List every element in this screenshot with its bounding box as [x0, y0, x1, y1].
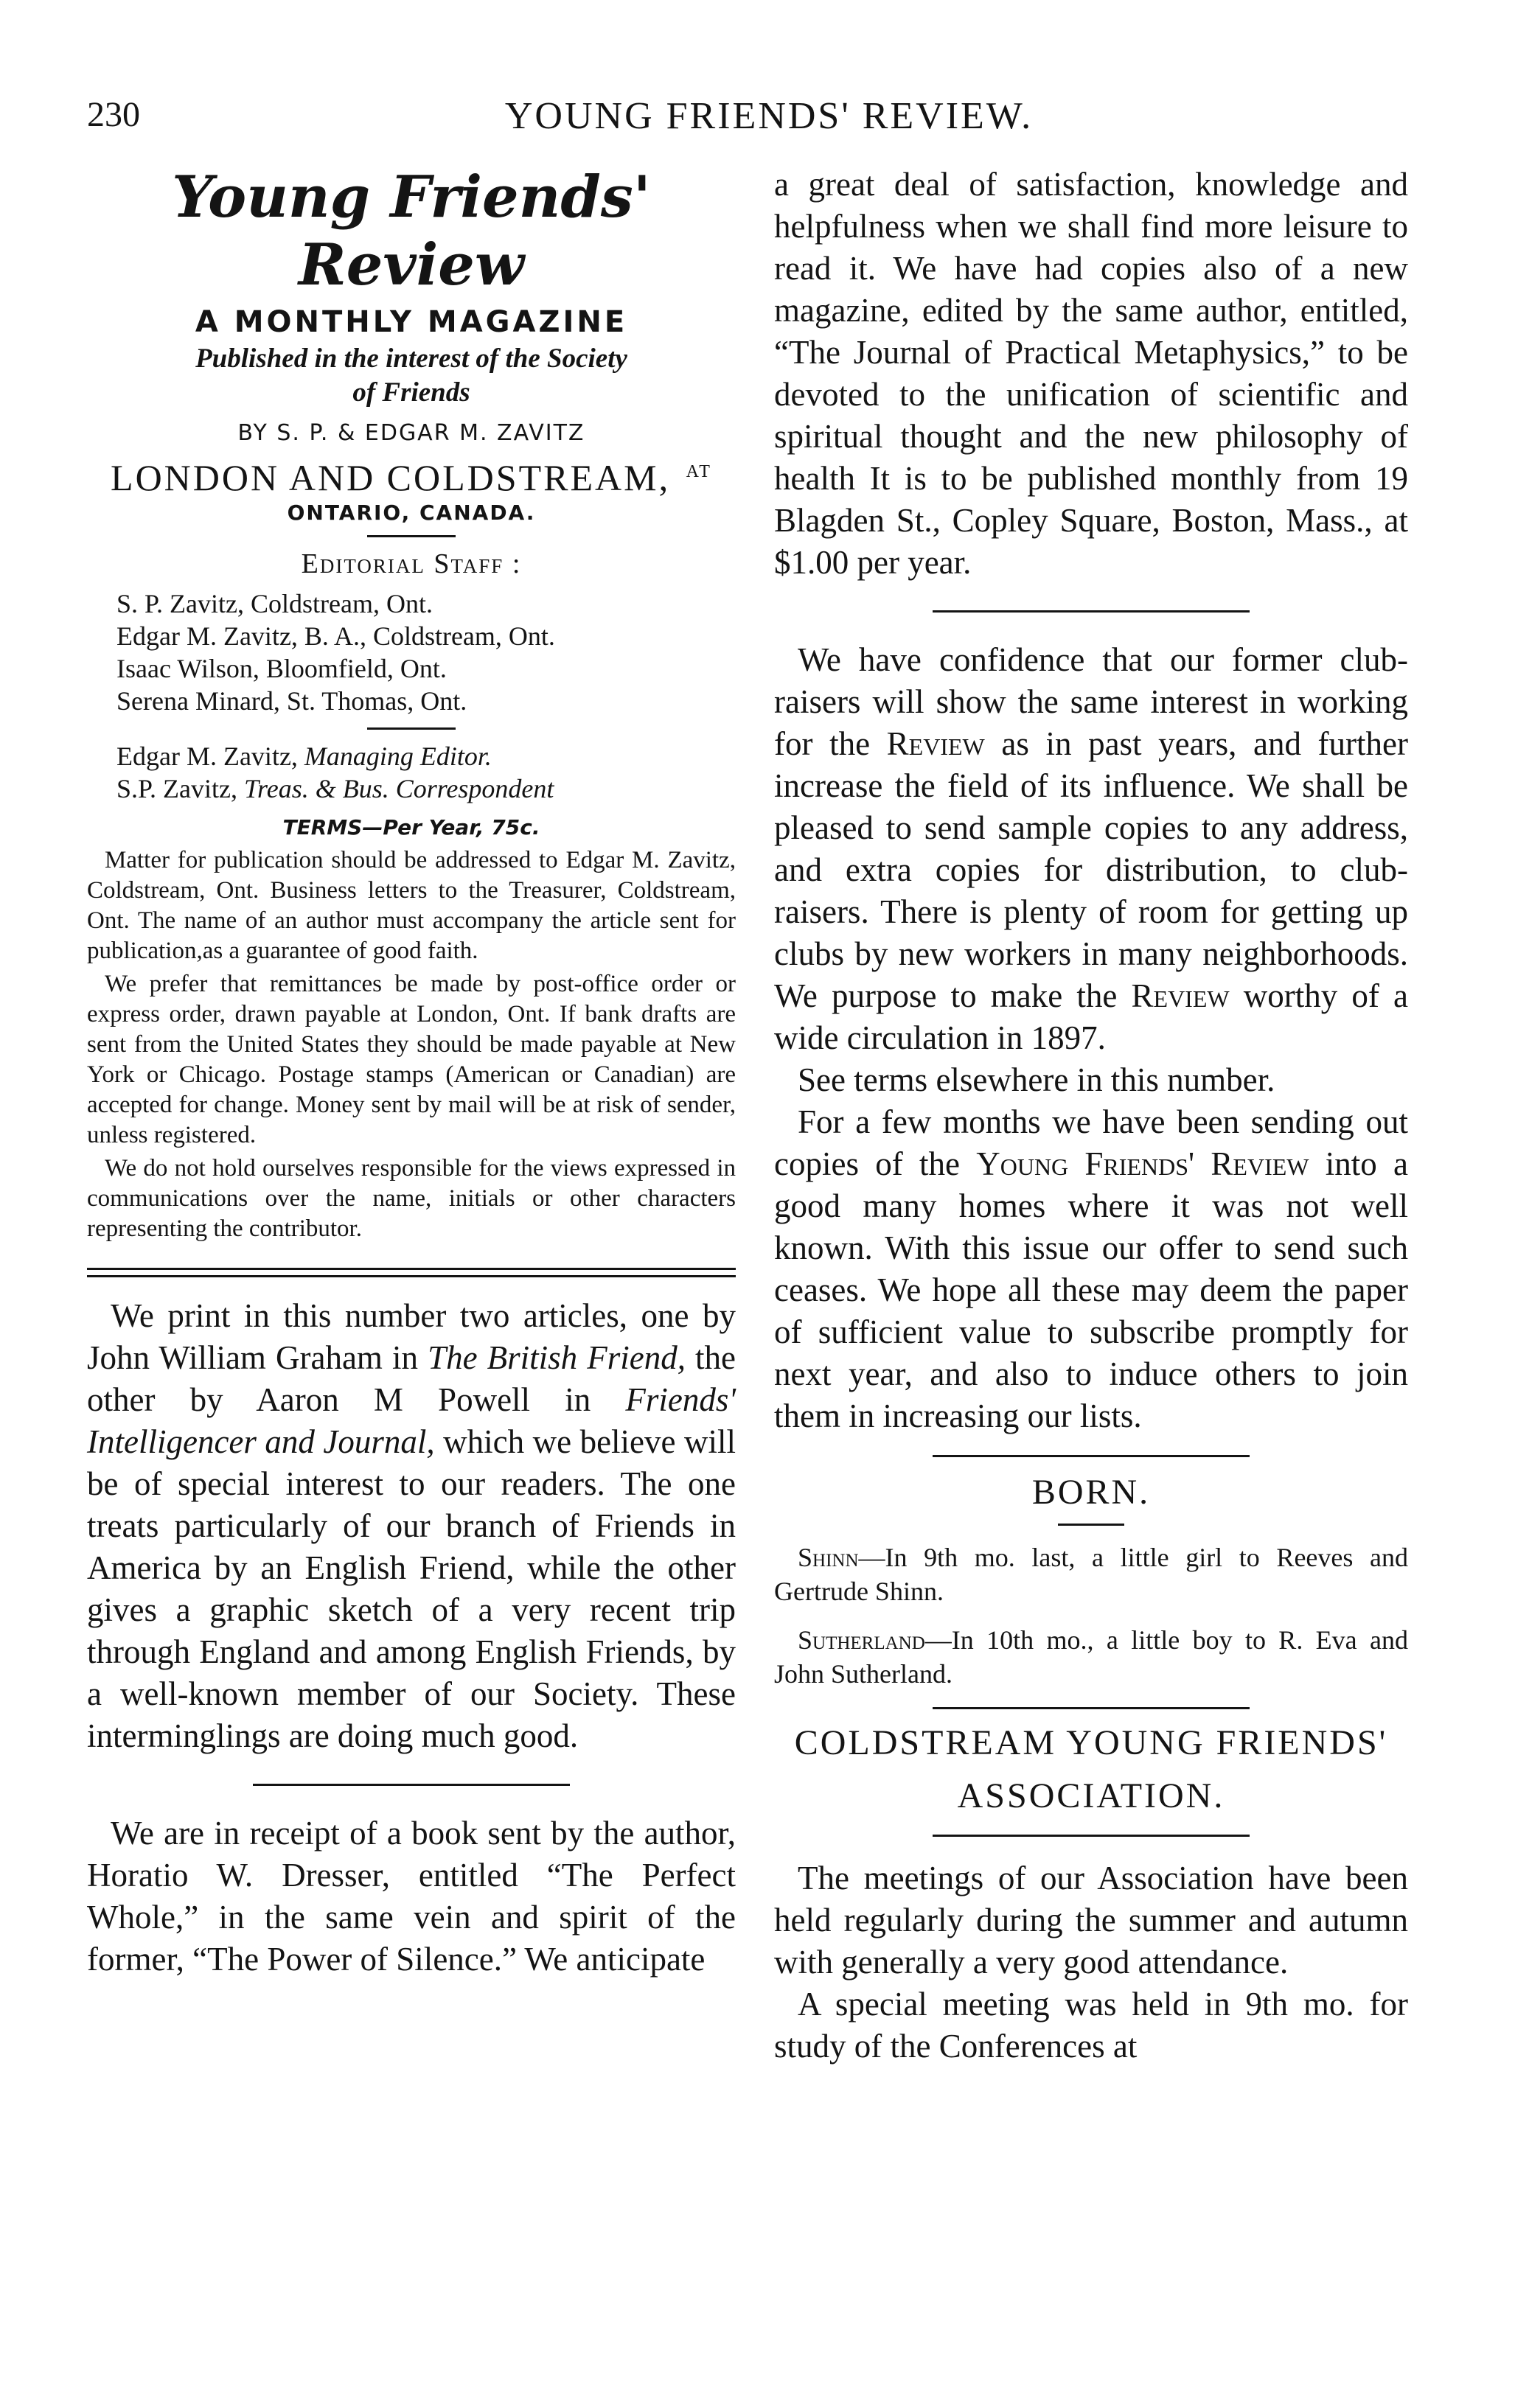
confidence-text: as in past years, and further increase the field of its influence. We shall be pleased to send sample copies to any address, and extra copies for distribution, to club-raisers. There is plenty of room for getting up clubs by new workers in many neighborhoods. We purpose to make the	[774, 725, 1408, 1014]
sample-copies-text: into a good many homes where it was not well known. With this issue our offer to send such ceases. We hope all these may deem the paper of sufficient value to subscribe promptly for next year, and also to induce others to join them in increasing our lists.	[774, 1145, 1408, 1434]
divider	[933, 1455, 1250, 1457]
staff-member: S. P. Zavitz, Coldstream, Ont.	[116, 589, 433, 618]
editor-role: Managing Editor.	[304, 741, 492, 771]
birth-surname: Shinn	[798, 1543, 859, 1572]
staff-member: Isaac Wilson, Bloomfield, Ont.	[116, 654, 447, 683]
birth-notice	[774, 1623, 1408, 1691]
divider	[933, 1707, 1250, 1709]
association-paragraph: The meetings of our Association have been held regularly during the summer and autumn with generally a very good attendance.	[774, 1860, 1408, 1981]
articles-text: which we believe will be of special interest to our readers. The one treats particularly of our branch of Friends in America by an English Friend, while the other gives a graphic sketch of a very recent trip through England and among English Friends, by a well-known member of our Society. These interminglings are doing much good.	[87, 1423, 736, 1754]
managing-editor-line	[116, 740, 736, 772]
running-head: YOUNG FRIENDS' REVIEW.	[504, 95, 1034, 137]
divider	[253, 1784, 570, 1786]
association-heading-line-2: ASSOCIATION.	[957, 1776, 1225, 1815]
confidence-text: worthy of a wide circulation in 1897.	[774, 977, 1408, 1056]
staff-heading: Editorial Staff :	[301, 548, 522, 579]
masthead-published-line-1: Published in the interest of the Society	[195, 343, 627, 374]
masthead-place-at: AT	[686, 462, 712, 482]
articles-text: the other by Aaron M Powell in	[87, 1339, 736, 1418]
association-paragraph: A special meeting was held in 9th mo. for study of the Conferences at	[774, 1986, 1408, 2065]
notice-paragraph: Matter for publication should be addressed to Edgar M. Zavitz, Coldstream, Ont. Business letters to the Treasurer, Coldstream, Ont. The name of an author must accompany the article sent for publication,as a guarantee of good faith.	[87, 847, 736, 964]
confidence-text: We have confidence that our former club-raisers will show the same interest in working for the	[774, 641, 1408, 762]
terms-note-paragraph: See terms elsewhere in this number.	[798, 1061, 1275, 1098]
book-receipt-paragraph: We are in receipt of a book sent by the author, Horatio W. Dresser, entitled “The Perfect Whole,” in the same vein and spirit of the former, “The Power of Silence.” We anticipate	[87, 1815, 736, 1978]
review-name: Review	[886, 725, 985, 762]
birth-surname: Sutherland	[798, 1625, 925, 1655]
masthead-byline: BY S. P. & EDGAR M. ZAVITZ	[237, 420, 585, 446]
articles-text: We print in this number two articles, one by John William Graham in	[87, 1297, 736, 1376]
notice-paragraph: We do not hold ourselves responsible for the views expressed in communications over the name, initials or other characters representing the contributor.	[87, 1155, 736, 1242]
divider	[367, 727, 456, 730]
treasurer-role: Treas. & Bus. Correspondent	[244, 774, 554, 803]
masthead-subtitle: A MONTHLY MAGAZINE	[195, 305, 628, 339]
divider	[933, 610, 1250, 613]
staff-member: Edgar M. Zavitz, B. A., Coldstream, Ont.	[116, 621, 555, 651]
left-column	[87, 164, 736, 1981]
articles-paragraph	[87, 1295, 736, 1757]
double-divider	[87, 1268, 736, 1277]
intelligencer-title: Friends' Intelligencer and Journal,	[87, 1381, 736, 1460]
right-column	[774, 164, 1408, 2067]
born-heading: BORN.	[1031, 1473, 1151, 1512]
association-heading-line-1: COLDSTREAM YOUNG FRIENDS'	[794, 1723, 1388, 1762]
masthead-place	[87, 456, 736, 499]
treasurer-name: S.P. Zavitz,	[116, 774, 238, 803]
confidence-paragraph	[774, 639, 1408, 1059]
page-header	[87, 94, 1451, 153]
british-friend-title: The British Friend,	[428, 1339, 686, 1376]
subscription-terms: TERMS—Per Year, 75c.	[282, 815, 540, 840]
treasurer-line	[116, 772, 736, 805]
continuation-paragraph: a great deal of satisfaction, knowledge and helpfulness when we shall find more leisure to read it. We have had copies also of a new magazine, edited by the same author, entitled, “The Journal of Practical Metaphysics,” to be devoted to the unification of scientific and spiritual thought and the new philosophy of health It is to be published monthly from 19 Blagden St., Copley Square, Boston, Mass., at $1.00 per year.	[774, 166, 1408, 581]
masthead-title: Young Friends' Review	[172, 164, 651, 299]
review-name: Review	[1131, 977, 1230, 1014]
page-number: 230	[87, 95, 140, 134]
editor-name: Edgar M. Zavitz,	[116, 741, 298, 771]
masthead-published-line-2: of Friends	[352, 377, 470, 408]
notice-paragraph: We prefer that remittances be made by post-office order or express order, drawn payable at London, Ont. If bank drafts are sent from the United States they should be made payable at New York or Chicago. Postage stamps (American or Canadian) are accepted for change. Money sent by mail will be at risk of sender, unless registered.	[87, 971, 736, 1148]
sample-copies-paragraph	[774, 1101, 1408, 1437]
masthead-place-text: LONDON AND COLDSTREAM,	[111, 457, 671, 498]
birth-text: —In 10th mo., a little boy to R. Eva and John Sutherland.	[774, 1625, 1408, 1689]
birth-notice	[774, 1540, 1408, 1608]
divider	[933, 1835, 1250, 1837]
staff-member: Serena Minard, St. Thomas, Ont.	[116, 686, 467, 716]
divider	[367, 535, 456, 537]
divider	[1058, 1524, 1124, 1526]
masthead-province: ONTARIO, CANADA.	[287, 500, 536, 525]
birth-text: —In 9th mo. last, a little girl to Reeves and Gertrude Shinn.	[774, 1543, 1408, 1606]
review-name: Young Friends' Review	[976, 1145, 1309, 1182]
sample-copies-text: For a few months we have been sending out copies of the	[774, 1103, 1408, 1182]
